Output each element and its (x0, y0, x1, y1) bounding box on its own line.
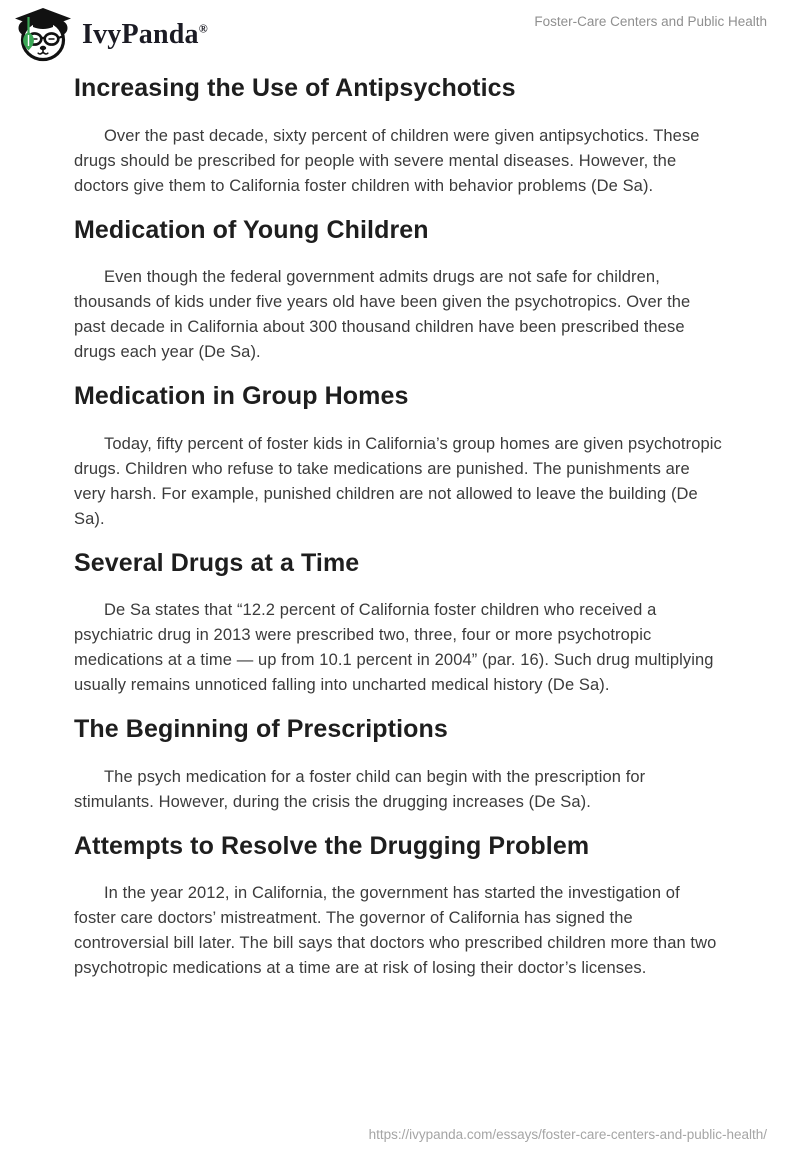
section-paragraph: In the year 2012, in California, the government has started the investigation of foster care doctors’ mistreatment. The governor of California has signed the controversial bill later. The bill says that doctors who prescribed children more than two psychotropic medications at a time are at risk of losing their doctor’s licenses. (74, 884, 717, 977)
section-paragraph: De Sa states that “12.2 percent of California foster children who received a psychiatric drug in 2013 were prescribed two, three, four or more psychotropic medications at a time — up from 10.1 percent in 2004” (par. 16). Such drug multiplying usually remains unnoticed falling into uncharted medical history (De Sa). (74, 601, 714, 694)
page-footer (369, 1127, 767, 1142)
section-heading: Several Drugs at a Time (74, 548, 360, 577)
source-url: https://ivypanda.com/essays/foster-care-centers-and-public-health/ (368, 1127, 767, 1142)
registered-trademark-symbol: ® (198, 21, 208, 36)
essay-section (74, 549, 726, 699)
document-title: Foster-Care Centers and Public Health (534, 14, 767, 29)
section-heading: Increasing the Use of Antipsychotics (74, 74, 516, 102)
essay-content (0, 62, 800, 981)
brand-name-text: IvyPanda (82, 19, 199, 50)
section-heading: Medication in Group Homes (74, 382, 409, 410)
essay-section (74, 832, 726, 982)
ivypanda-logo-icon (14, 8, 72, 62)
section-heading: The Beginning of Prescriptions (74, 715, 448, 743)
essay-section (74, 382, 726, 532)
essay-section (74, 216, 726, 366)
section-paragraph: Today, fifty percent of foster kids in California’s group homes are given psychotropic drugs. Children who refuse to take medications are punished. The punishments are very harsh. For example, punished children are not allowed to leave the building (De Sa). (74, 434, 722, 528)
section-paragraph: Over the past decade, sixty percent of children were given antipsychotics. These drugs should be prescribed for people with severe mental diseases. However, the doctors give them to California foster children with behavior problems (De Sa). (74, 126, 700, 195)
essay-section (74, 74, 726, 199)
section-paragraph: Even though the federal government admits drugs are not safe for children, thousands of kids under five years old have been given the psychotropics. Over the past decade in California about 300 thousand children have been prescribed these drugs each year (De Sa). (74, 268, 691, 361)
brand-name (82, 21, 208, 49)
section-paragraph: The psych medication for a foster child can begin with the prescription for stimulants. However, during the crisis the drugging increases (De Sa). (74, 767, 646, 811)
section-heading: Medication of Young Children (74, 215, 429, 244)
essay-section (74, 715, 726, 815)
page-header (0, 0, 800, 62)
section-heading: Attempts to Resolve the Drugging Problem (74, 831, 590, 860)
